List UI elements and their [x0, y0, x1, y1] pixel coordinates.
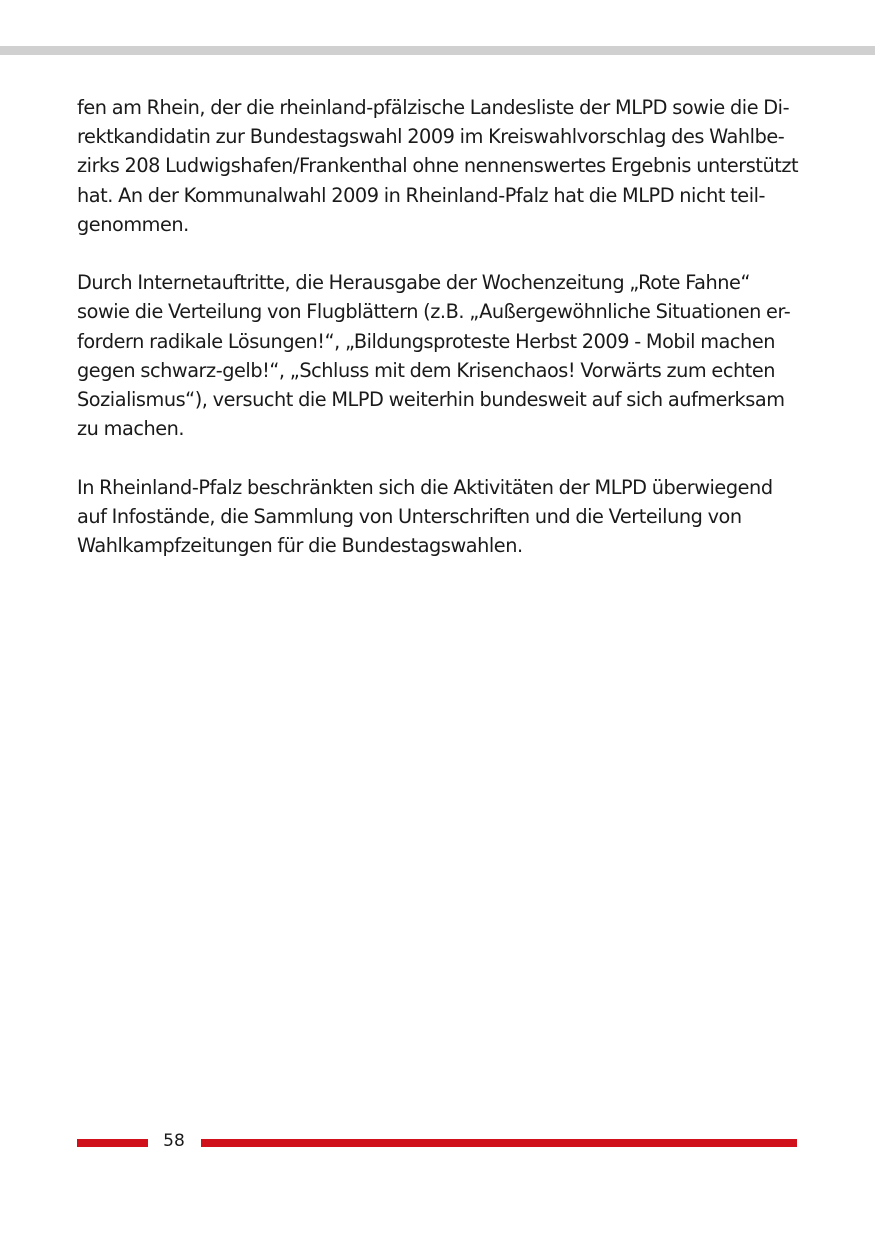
footer-accent-bar-left — [77, 1139, 148, 1147]
footer-accent-bar-right — [201, 1139, 797, 1147]
page-body — [77, 93, 801, 560]
paragraph-2: Durch Internetauftritte, die Herausgabe der Wochenzeitung „Rote Fahne“ sowie die Verteilung von Flugblättern (z.B. „Außergewöhnliche Situationen er- fordern radikale Lösungen!“, „Bildungsproteste Herbst 2009 - Mobil machen gegen schwarz-gelb!“, „Schluss mit dem Krisenchaos! Vorwärts zum echten Sozialismus“), versucht die MLPD weiterhin bundesweit auf sich aufmerksam zu machen. — [77, 271, 791, 441]
page-number: 58 — [163, 1131, 185, 1151]
header-divider — [0, 46, 875, 55]
paragraph-1: fen am Rhein, der die rheinland-pfälzische Landesliste der MLPD sowie die Di- rektkandidatin zur Bundestagswahl 2009 im Kreiswahlvorschlag des Wahlbe- zirks 208 Ludwigshafen/Frankenthal ohne nennenswertes Ergebnis unterstützt hat. An der Kommunalwahl 2009 in Rheinland-Pfalz hat die MLPD nicht teil- genommen. — [77, 96, 799, 236]
paragraph-3: In Rheinland-Pfalz beschränkten sich die Aktivitäten der MLPD überwiegend auf Infostände, die Sammlung von Unterschriften und die Verteilung von Wahlkampfzeitungen für die Bundestagswahlen. — [77, 475, 773, 558]
